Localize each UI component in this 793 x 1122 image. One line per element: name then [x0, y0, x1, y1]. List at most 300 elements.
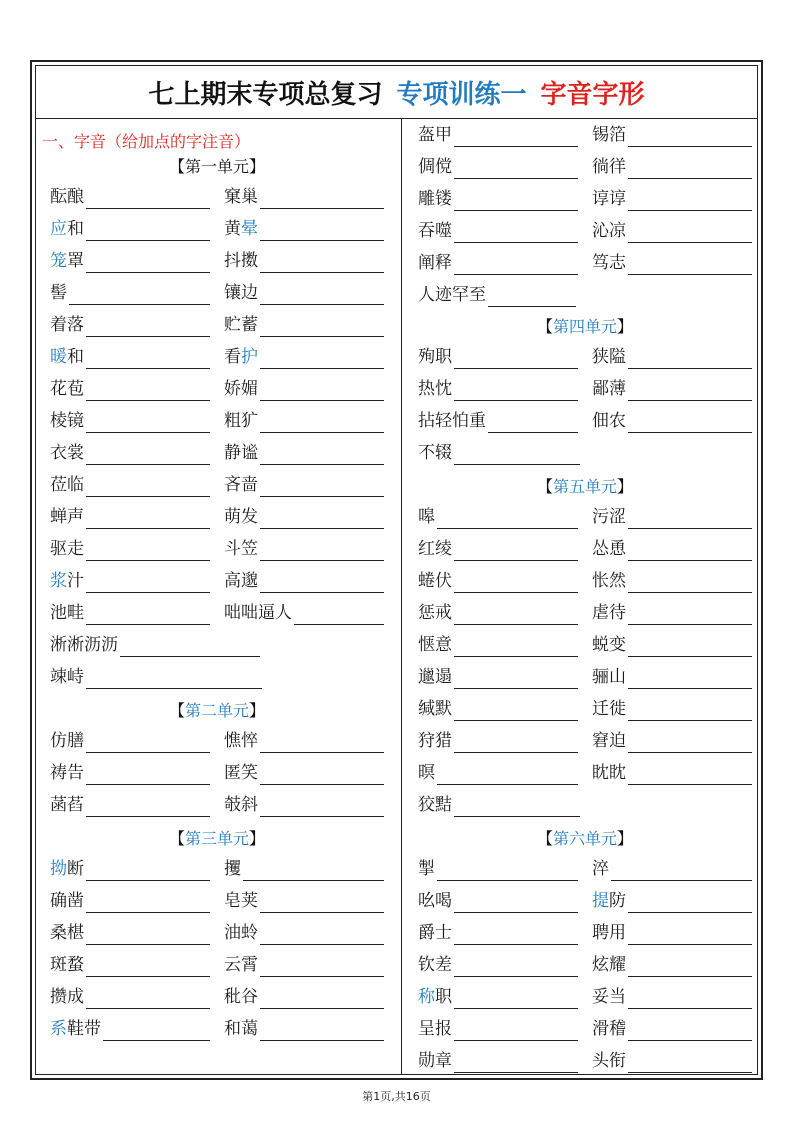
answer-blank[interactable]: [294, 606, 384, 625]
pinyin-item: [50, 725, 210, 753]
term-text: 秕谷: [224, 987, 258, 1007]
answer-blank[interactable]: [628, 766, 752, 785]
answer-blank[interactable]: [86, 350, 210, 369]
answer-blank[interactable]: [628, 574, 752, 593]
answer-blank[interactable]: [628, 510, 752, 529]
term-row: [410, 1013, 760, 1045]
pinyin-item: [224, 565, 384, 593]
term-text: 和蔼: [224, 1019, 258, 1039]
term-text: 阐释: [418, 253, 452, 273]
term-row: [42, 757, 392, 789]
pinyin-item: [418, 1045, 578, 1073]
unit-5-heading: 【第五单元】: [536, 477, 634, 496]
answer-blank[interactable]: [86, 734, 210, 753]
answer-blank[interactable]: [86, 414, 210, 433]
term-text: 佃农: [592, 411, 626, 431]
pinyin-item: [418, 405, 578, 433]
term-row: [410, 279, 760, 311]
answer-blank[interactable]: [260, 478, 384, 497]
answer-blank[interactable]: [260, 414, 384, 433]
unit-1-heading: 【第一单元】: [168, 157, 266, 176]
answer-blank[interactable]: [454, 446, 580, 465]
answer-blank[interactable]: [86, 222, 210, 241]
pinyin-item: [592, 565, 752, 593]
pinyin-item: [418, 757, 578, 785]
term-text: 云霄: [224, 955, 258, 975]
pinyin-item: [592, 183, 752, 211]
term-text: 静谧: [224, 443, 258, 463]
answer-blank[interactable]: [628, 350, 752, 369]
term-text: 眈眈: [592, 763, 626, 783]
answer-blank[interactable]: [628, 256, 752, 275]
pinyin-item: [592, 917, 752, 945]
worksheet-frame: [30, 60, 763, 1080]
answer-blank[interactable]: [260, 926, 384, 945]
term-text: 妥当: [592, 987, 626, 1007]
term-text: 沁凉: [592, 221, 626, 241]
pinyin-item: [592, 757, 752, 785]
term-text: 仿膳: [50, 731, 84, 751]
answer-blank[interactable]: [454, 702, 578, 721]
term-row: [42, 533, 392, 565]
answer-blank[interactable]: [86, 254, 210, 273]
pinyin-item: [50, 213, 210, 241]
term-text: 缄默: [418, 699, 452, 719]
term-text: 祷告: [50, 763, 84, 783]
term-text: 花苞: [50, 379, 84, 399]
answer-blank[interactable]: [86, 862, 210, 881]
pinyin-item: [418, 437, 580, 465]
term-text: 笃志: [592, 253, 626, 273]
pinyin-item: [418, 215, 578, 243]
pinyin-item: [224, 533, 384, 561]
answer-blank[interactable]: [86, 318, 210, 337]
pinyin-item: [224, 501, 384, 529]
pinyin-item: [418, 885, 578, 913]
term-text: 呈报: [418, 1019, 452, 1039]
pinyin-item: [50, 661, 262, 689]
answer-blank[interactable]: [628, 894, 752, 913]
term-row: [42, 181, 392, 213]
pinyin-item: [418, 501, 578, 529]
answer-blank[interactable]: [260, 894, 384, 913]
pinyin-item: [50, 757, 210, 785]
term-text: 吆喝: [418, 891, 452, 911]
term-row: [410, 341, 760, 373]
answer-blank[interactable]: [86, 894, 210, 913]
answer-blank[interactable]: [260, 510, 384, 529]
term-text: 萌发: [224, 507, 258, 527]
pinyin-item: [592, 661, 752, 689]
answer-blank[interactable]: [260, 958, 384, 977]
pinyin-item: [224, 917, 384, 945]
answer-blank[interactable]: [86, 670, 262, 689]
term-text: 淅淅沥沥: [50, 635, 118, 655]
term-text: 勋章: [418, 1051, 452, 1071]
term-text: 盔甲: [418, 125, 452, 145]
pinyin-item: [418, 119, 578, 147]
pinyin-item: [418, 533, 578, 561]
answer-blank[interactable]: [454, 606, 578, 625]
answer-blank[interactable]: [260, 190, 384, 209]
pinyin-item: [50, 341, 210, 369]
answer-blank[interactable]: [454, 926, 578, 945]
pinyin-item: [50, 181, 210, 209]
answer-blank[interactable]: [260, 766, 384, 785]
unit-4-heading: 【第四单元】: [536, 317, 634, 336]
pinyin-item: [418, 1013, 578, 1041]
pinyin-item: [50, 981, 210, 1009]
answer-blank[interactable]: [86, 382, 210, 401]
page-header: [36, 66, 757, 119]
pinyin-item: [224, 213, 384, 241]
term-text: 憔悴: [224, 731, 258, 751]
pinyin-item: [50, 565, 210, 593]
answer-blank[interactable]: [86, 478, 210, 497]
pinyin-item: [224, 1013, 384, 1041]
term-text: 浆汁: [50, 571, 84, 591]
answer-blank[interactable]: [628, 382, 752, 401]
term-text: 红绫: [418, 539, 452, 559]
pinyin-item: [224, 853, 384, 881]
term-row: [410, 437, 760, 469]
term-text: 狩猎: [418, 731, 452, 751]
answer-blank[interactable]: [454, 224, 578, 243]
answer-blank[interactable]: [454, 638, 578, 657]
pinyin-item: [224, 885, 384, 913]
pinyin-item: [592, 215, 752, 243]
unit-6-heading: 【第六单元】: [536, 829, 634, 848]
answer-blank[interactable]: [628, 128, 752, 147]
answer-blank[interactable]: [628, 734, 752, 753]
term-row: [410, 565, 760, 597]
worksheet-inner: [35, 65, 758, 1075]
answer-blank[interactable]: [454, 734, 578, 753]
answer-blank[interactable]: [260, 734, 384, 753]
pinyin-item: [418, 183, 578, 211]
pinyin-item: [224, 789, 384, 817]
answer-blank[interactable]: [628, 638, 752, 657]
term-text: 殉职: [418, 347, 452, 367]
term-row: [42, 501, 392, 533]
answer-blank[interactable]: [260, 798, 384, 817]
term-text: 鄙薄: [592, 379, 626, 399]
term-text: 炫耀: [592, 955, 626, 975]
pinyin-item: [50, 373, 210, 401]
answer-blank[interactable]: [86, 510, 210, 529]
term-text: 怂恿: [592, 539, 626, 559]
answer-blank[interactable]: [454, 382, 578, 401]
pinyin-item: [418, 693, 578, 721]
term-row: [42, 597, 392, 629]
term-text: 贮蓄: [224, 315, 258, 335]
pinyin-item: [592, 693, 752, 721]
term-text: 迁徙: [592, 699, 626, 719]
term-text: 钦差: [418, 955, 452, 975]
answer-blank[interactable]: [628, 1054, 752, 1073]
answer-blank[interactable]: [454, 894, 578, 913]
pinyin-item: [592, 151, 752, 179]
answer-blank[interactable]: [86, 990, 210, 1009]
term-text: 狡黠: [418, 795, 452, 815]
answer-blank[interactable]: [454, 958, 578, 977]
term-row: [42, 309, 392, 341]
pinyin-item: [50, 917, 210, 945]
answer-blank[interactable]: [628, 702, 752, 721]
answer-blank[interactable]: [628, 606, 752, 625]
unit-5-label: 第五单元: [552, 477, 617, 496]
term-text: 污涩: [592, 507, 626, 527]
answer-blank[interactable]: [120, 638, 260, 657]
pinyin-item: [592, 247, 752, 275]
column-divider: [401, 119, 402, 1074]
pinyin-item: [50, 597, 210, 625]
title-training: 专项训练一: [396, 79, 527, 110]
term-row: [410, 151, 760, 183]
pinyin-item: [592, 949, 752, 977]
answer-blank[interactable]: [628, 414, 752, 433]
answer-blank[interactable]: [86, 542, 210, 561]
term-text: 高邈: [224, 571, 258, 591]
pinyin-item: [224, 341, 384, 369]
term-text: 暖和: [50, 347, 84, 367]
term-row: [42, 245, 392, 277]
answer-blank[interactable]: [86, 606, 210, 625]
section-title: 一、字音（给加点的字注音）: [42, 132, 251, 151]
term-text: 莅临: [50, 475, 84, 495]
pinyin-item: [224, 181, 384, 209]
pinyin-item: [592, 885, 752, 913]
pinyin-item: [418, 949, 578, 977]
answer-blank[interactable]: [454, 542, 578, 561]
term-text: 蜕变: [592, 635, 626, 655]
term-text: 吞噬: [418, 221, 452, 241]
term-row: [410, 373, 760, 405]
pinyin-item: [418, 725, 578, 753]
pinyin-item: [418, 373, 578, 401]
term-text: 斑蝥: [50, 955, 84, 975]
answer-blank[interactable]: [628, 542, 752, 561]
answer-blank[interactable]: [260, 990, 384, 1009]
title-main: 七上期末专项总复习: [148, 79, 383, 110]
term-row: [410, 757, 760, 789]
answer-blank[interactable]: [488, 414, 578, 433]
title-topic: 字音字形: [540, 79, 645, 110]
answer-blank[interactable]: [454, 798, 580, 817]
answer-blank[interactable]: [86, 446, 210, 465]
pinyin-item: [50, 853, 210, 881]
term-text: 竦峙: [50, 667, 84, 687]
answer-blank[interactable]: [437, 510, 578, 529]
pinyin-item: [50, 885, 210, 913]
term-text: 看护: [224, 347, 258, 367]
answer-blank[interactable]: [628, 990, 752, 1009]
answer-blank[interactable]: [260, 254, 384, 273]
term-text: 粗犷: [224, 411, 258, 431]
term-text: 镶边: [224, 283, 258, 303]
answer-blank[interactable]: [454, 160, 578, 179]
answer-blank[interactable]: [260, 382, 384, 401]
pinyin-item: [592, 1045, 752, 1073]
unit-4-label: 第四单元: [552, 317, 617, 336]
unit-6-label: 第六单元: [552, 829, 617, 848]
unit-2-label: 第二单元: [184, 701, 249, 720]
term-row: [410, 661, 760, 693]
term-row: [42, 469, 392, 501]
pinyin-item: [224, 981, 384, 1009]
answer-blank[interactable]: [260, 222, 384, 241]
answer-blank[interactable]: [454, 990, 578, 1009]
term-text: 惩戒: [418, 603, 452, 623]
pinyin-item: [592, 725, 752, 753]
pinyin-item: [50, 501, 210, 529]
pinyin-item: [50, 309, 210, 337]
answer-blank[interactable]: [260, 542, 384, 561]
pinyin-item: [50, 469, 210, 497]
term-text: 掣: [418, 859, 435, 879]
pinyin-item: [224, 245, 384, 273]
answer-blank[interactable]: [260, 1022, 384, 1041]
pinyin-item: [50, 277, 210, 305]
term-row: [410, 885, 760, 917]
term-text: 匿笑: [224, 763, 258, 783]
pinyin-item: [592, 981, 752, 1009]
answer-blank[interactable]: [454, 1022, 578, 1041]
term-text: 人迹罕至: [418, 285, 486, 305]
answer-blank[interactable]: [454, 350, 578, 369]
term-row: [410, 533, 760, 565]
term-text: 抖擞: [224, 251, 258, 271]
pinyin-item: [50, 533, 210, 561]
term-text: 池畦: [50, 603, 84, 623]
term-row: [42, 277, 392, 309]
pinyin-item: [592, 533, 752, 561]
term-text: 娇媚: [224, 379, 258, 399]
term-text: 攲斜: [224, 795, 258, 815]
answer-blank[interactable]: [454, 128, 578, 147]
answer-blank[interactable]: [437, 862, 578, 881]
pinyin-item: [592, 501, 752, 529]
term-row: [410, 789, 760, 821]
pinyin-item: [50, 789, 210, 817]
term-row: [42, 661, 392, 693]
answer-blank[interactable]: [243, 862, 384, 881]
term-text: 咄咄逼人: [224, 603, 292, 623]
term-row: [410, 183, 760, 215]
unit-1-label: 第一单元: [184, 157, 249, 176]
term-text: 雕镂: [418, 189, 452, 209]
term-text: 蜷伏: [418, 571, 452, 591]
pinyin-item: [418, 981, 578, 1009]
pinyin-item: [224, 757, 384, 785]
term-text: 虐待: [592, 603, 626, 623]
answer-blank[interactable]: [260, 446, 384, 465]
answer-blank[interactable]: [628, 926, 752, 945]
pinyin-item: [50, 405, 210, 433]
answer-blank[interactable]: [260, 574, 384, 593]
answer-blank[interactable]: [86, 574, 210, 593]
term-text: 称职: [418, 987, 452, 1007]
answer-blank[interactable]: [86, 926, 210, 945]
answer-blank[interactable]: [628, 958, 752, 977]
term-row: [42, 341, 392, 373]
term-row: [42, 213, 392, 245]
answer-blank[interactable]: [454, 256, 578, 275]
pinyin-item: [592, 405, 752, 433]
pinyin-item: [224, 277, 384, 305]
answer-blank[interactable]: [628, 224, 752, 243]
term-row: [42, 789, 392, 821]
unit-2-heading: 【第二单元】: [168, 701, 266, 720]
answer-blank[interactable]: [454, 192, 578, 211]
term-text: 滑稽: [592, 1019, 626, 1039]
term-text: 衣裳: [50, 443, 84, 463]
answer-blank[interactable]: [69, 286, 210, 305]
page-footer: 第1页,共16页: [362, 1090, 431, 1103]
pinyin-item: [224, 725, 384, 753]
term-text: 油蛉: [224, 923, 258, 943]
term-row: [42, 437, 392, 469]
term-row: [410, 725, 760, 757]
term-text: 皂荚: [224, 891, 258, 911]
answer-blank[interactable]: [260, 350, 384, 369]
answer-blank[interactable]: [260, 286, 384, 305]
answer-blank[interactable]: [628, 1022, 752, 1041]
term-row: [42, 629, 392, 661]
answer-blank[interactable]: [103, 1022, 210, 1041]
term-row: [42, 949, 392, 981]
term-text: 确凿: [50, 891, 84, 911]
answer-blank[interactable]: [454, 670, 578, 689]
term-text: 酝酿: [50, 187, 84, 207]
answer-blank[interactable]: [86, 798, 210, 817]
answer-blank[interactable]: [628, 670, 752, 689]
answer-blank[interactable]: [86, 766, 210, 785]
pinyin-item: [224, 405, 384, 433]
pinyin-item: [224, 597, 384, 625]
term-row: [410, 853, 760, 885]
term-row: [410, 501, 760, 533]
pinyin-item: [50, 245, 210, 273]
answer-blank[interactable]: [260, 318, 384, 337]
term-text: 淬: [592, 859, 609, 879]
term-row: [42, 565, 392, 597]
answer-blank[interactable]: [437, 766, 578, 785]
term-text: 骊山: [592, 667, 626, 687]
answer-blank[interactable]: [628, 160, 752, 179]
term-text: 攒成: [50, 987, 84, 1007]
pinyin-item: [224, 309, 384, 337]
pinyin-item: [418, 789, 580, 817]
answer-blank[interactable]: [86, 190, 210, 209]
term-row: [42, 725, 392, 757]
term-text: 狭隘: [592, 347, 626, 367]
answer-blank[interactable]: [454, 1054, 578, 1073]
answer-blank[interactable]: [488, 288, 576, 307]
answer-blank[interactable]: [628, 192, 752, 211]
term-text: 吝啬: [224, 475, 258, 495]
pinyin-item: [418, 341, 578, 369]
term-text: 爵士: [418, 923, 452, 943]
answer-blank[interactable]: [454, 574, 578, 593]
answer-blank[interactable]: [86, 958, 210, 977]
term-row: [410, 247, 760, 279]
pinyin-item: [592, 629, 752, 657]
term-text: 拗断: [50, 859, 84, 879]
answer-blank[interactable]: [611, 862, 752, 881]
term-row: [42, 853, 392, 885]
pinyin-item: [418, 565, 578, 593]
